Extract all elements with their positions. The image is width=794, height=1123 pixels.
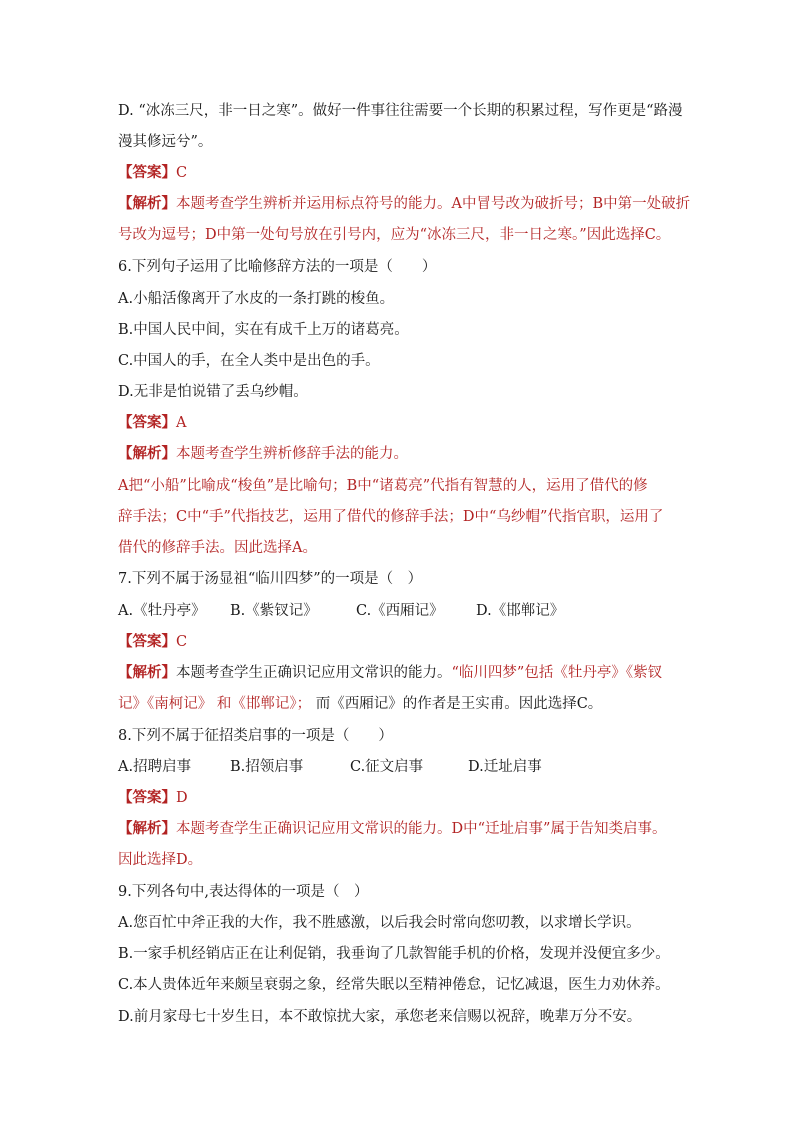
q5-analysis-line1 bbox=[118, 194, 690, 214]
q7-option-a: A.《牡丹亭》 bbox=[118, 603, 206, 619]
q7-analysis-line1 bbox=[118, 663, 662, 683]
q6-analysis-line4: 借代的修辞手法。因此选择A。 bbox=[118, 540, 317, 556]
q8-options bbox=[118, 757, 542, 777]
q6-question: 6.下列句子运用了比喻修辞方法的一项是（ ） bbox=[118, 259, 437, 275]
q6-analysis-line3: 辞手法；C中“手”代指技艺，运用了借代的修辞手法；D中“乌纱帽”代指官职，运用了 bbox=[118, 509, 664, 525]
q8-option-a: A.招聘启事 bbox=[118, 759, 192, 775]
q5-answer bbox=[118, 163, 187, 183]
q7-answer bbox=[118, 632, 187, 652]
answer-label: 【答案】 bbox=[118, 633, 176, 650]
analysis-label: 【解析】 bbox=[118, 195, 176, 212]
q6-option-a: A.小船活像离开了水皮的一条打跳的梭鱼。 bbox=[118, 291, 395, 307]
q7-options bbox=[118, 601, 564, 621]
answer-label: 【答案】 bbox=[118, 789, 176, 806]
q8-question: 8.下列不属于征招类启事的一项是（ ） bbox=[118, 728, 393, 744]
q9-option-d: D.前月家母七十岁生日，本不敢惊扰大家，承您老来信赐以祝辞，晚辈万分不安。 bbox=[118, 1009, 642, 1025]
q5-option-d-line1: D. “冰冻三尺，非一日之寒”。做好一件事往往需要一个长期的积累过程，写作更是“路漫 bbox=[118, 103, 683, 119]
analysis-label: 【解析】 bbox=[118, 820, 176, 837]
analysis-text: 而《西厢记》的作者是王实甫。因此选择C。 bbox=[311, 696, 603, 712]
analysis-text: 本题考查学生辨析并运用标点符号的能力。A中冒号改为破折号；B中第一处破折 bbox=[176, 196, 691, 212]
q7-question: 7.下列不属于汤显祖“临川四梦”的一项是（ ） bbox=[118, 571, 423, 587]
answer-value: A bbox=[176, 415, 187, 431]
q6-option-d: D.无非是怕说错了丢乌纱帽。 bbox=[118, 384, 308, 400]
q6-analysis-line2: A把“小船”比喻成“梭鱼”是比喻句；B中“诸葛亮”代指有智慧的人，运用了借代的修 bbox=[118, 478, 648, 494]
q6-option-b: B.中国人民中间，实在有成千上万的诸葛亮。 bbox=[118, 322, 409, 338]
q8-option-c: C.征文启事 bbox=[350, 759, 424, 775]
answer-value: D bbox=[176, 790, 188, 806]
q8-option-b: B.招领启事 bbox=[230, 759, 304, 775]
answer-value: C bbox=[176, 165, 188, 181]
q5-analysis-line2: 号改为逗号；D中第一处句号放在引号内，应为“冰冻三尺，非一日之寒。”因此选择C。 bbox=[118, 227, 671, 243]
analysis-text-highlight: 记》《南柯记》 和《邯郸记》； bbox=[118, 696, 312, 712]
q7-option-c: C.《西厢记》 bbox=[356, 603, 444, 619]
analysis-label: 【解析】 bbox=[118, 664, 176, 681]
analysis-text: 本题考查学生正确识记应用文常识的能力。D中“迁址启事”属于告知类启事。 bbox=[176, 821, 667, 837]
analysis-text: 本题考查学生正确识记应用文常识的能力。 bbox=[176, 665, 452, 681]
q5-option-d-line2: 漫其修远兮”。 bbox=[118, 134, 213, 150]
q6-option-c: C.中国人的手，在全人类中是出色的手。 bbox=[118, 353, 380, 369]
answer-label: 【答案】 bbox=[118, 414, 176, 431]
q8-option-d: D.迁址启事 bbox=[468, 759, 542, 775]
q9-question: 9.下列各句中,表达得体的一项是（ ） bbox=[118, 884, 369, 900]
q7-option-b: B.《紫钗记》 bbox=[230, 603, 318, 619]
q6-answer bbox=[118, 413, 186, 433]
q8-answer bbox=[118, 788, 188, 808]
answer-label: 【答案】 bbox=[118, 164, 176, 181]
q9-option-a: A.您百忙中斧正我的大作，我不胜感激，以后我会时常向您叨教，以求增长学识。 bbox=[118, 915, 641, 931]
analysis-text: 本题考查学生辨析修辞手法的能力。 bbox=[176, 446, 408, 462]
answer-value: C bbox=[176, 634, 188, 650]
q8-analysis-line2: 因此选择D。 bbox=[118, 852, 203, 868]
analysis-label: 【解析】 bbox=[118, 445, 176, 462]
q9-option-c: C.本人贵体近年来颇呈衰弱之象，经常失眠以至精神倦怠，记忆减退，医生力劝休养。 bbox=[118, 977, 670, 993]
q7-option-d: D.《邯郸记》 bbox=[476, 603, 565, 619]
q9-option-b: B.一家手机经销店正在让利促销，我垂询了几款智能手机的价格，发现并没便宜多少。 bbox=[118, 946, 670, 962]
analysis-text-highlight: “临川四梦”包括《牡丹亭》《紫钗 bbox=[451, 665, 663, 681]
q6-analysis-line1 bbox=[118, 444, 408, 464]
q8-analysis-line1 bbox=[118, 819, 666, 839]
q7-analysis-line2 bbox=[118, 694, 602, 714]
